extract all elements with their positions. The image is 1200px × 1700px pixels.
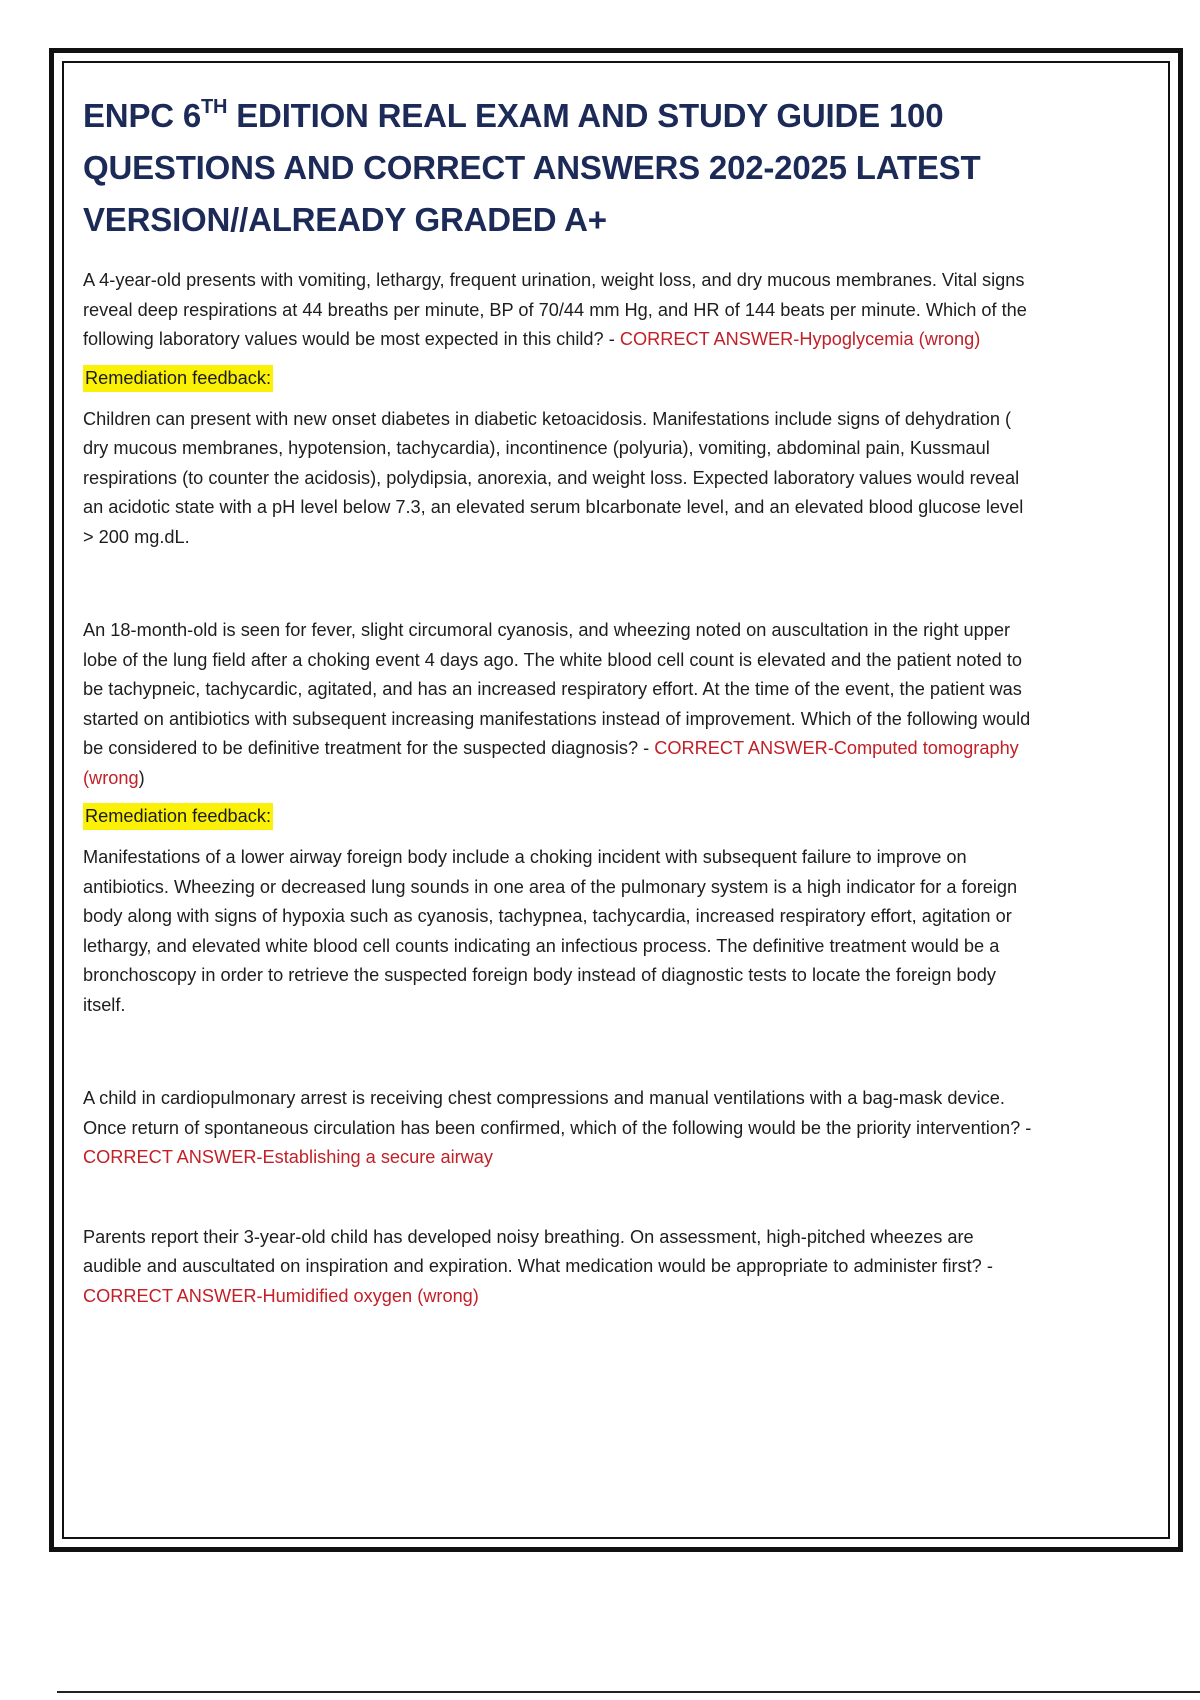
question-block-3 — [83, 1084, 1033, 1173]
correct-answer: CORRECT ANSWER-Establishing a secure airway — [83, 1147, 494, 1167]
title-part-1: ENPC 6 — [83, 97, 202, 134]
title-superscript: TH — [201, 96, 228, 118]
question-block-2 — [83, 616, 1033, 1020]
question-stem: An 18-month-old is seen for fever, slight circumoral cyanosis, and wheezing noted on auscultation in the right upper lobe of the lung field after a choking event 4 days ago. The white blood cell count is elevated and the patient noted to be tachypneic, tachycardic, agitated, and has an increased respiratory effort. At the time of the event, the patient was started on antibiotics with subsequent increasing manifestations instead of improvement. Which of the following would be considered to be definitive treatment for the suspected diagnosis? - — [83, 620, 1031, 758]
question-text — [83, 1084, 1033, 1173]
remediation-feedback-label: Remediation feedback: — [83, 365, 273, 392]
remediation-feedback-text: Manifestations of a lower airway foreign body include a choking incident with subsequent failure to improve on antibiotics. Wheezing or decreased lung sounds in one area of the pulmonary system is a high indicator for a foreign body along with signs of hypoxia such as cyanosis, tachypnea, tachycardia, increased respiratory effort, agitation or lethargy, and elevated white blood cell counts indicating an infectious process. The definitive treatment would be a bronchoscopy in order to retrieve the suspected foreign body instead of diagnostic tests to locate the foreign body itself. — [83, 847, 1018, 1015]
question-block-1 — [83, 266, 1033, 552]
correct-answer: CORRECT ANSWER-Hypoglycemia (wrong) — [619, 329, 981, 349]
question-block-4 — [83, 1223, 1033, 1312]
remediation-feedback-label: Remediation feedback: — [83, 803, 273, 830]
question-stem: Parents report their 3-year-old child has developed noisy breathing. On assessment, high-pitched wheezes are audible and auscultated on inspiration and expiration. What medication would be appropriate to administer first? - — [83, 1226, 993, 1276]
question-text — [83, 266, 1033, 355]
question-stem: A 4-year-old presents with vomiting, lethargy, frequent urination, weight loss, and dry mucous membranes. Vital signs reveal deep respirations at 44 breaths per minute, BP of 70/44 mm Hg, and HR of 144 beats per minute. Which of the following laboratory values would be most expected in this child? - — [83, 270, 1027, 349]
answer-trailing-text: ) — [138, 767, 145, 788]
document-title — [83, 90, 1033, 246]
correct-answer: CORRECT ANSWER-Computed tomography (wrong — [83, 738, 1019, 788]
question-text — [83, 616, 1033, 793]
page-divider-line — [57, 1691, 1200, 1693]
correct-answer: CORRECT ANSWER-Humidified oxygen (wrong) — [83, 1285, 479, 1306]
question-stem: A child in cardiopulmonary arrest is receiving chest compressions and manual ventilations with a bag-mask device. Once return of spontaneous circulation has been confirmed, which of the following would be the priority intervention? - — [83, 1088, 1032, 1138]
title-part-2: EDITION REAL EXAM AND STUDY GUIDE 100 QUESTIONS AND CORRECT ANSWERS 202-2025 LATEST VERSION//ALREADY GRADED A+ — [83, 97, 981, 238]
question-text — [83, 1223, 1033, 1312]
remediation-feedback-text: Children can present with new onset diabetes in diabetic ketoacidosis. Manifestations include signs of dehydration ( dry mucous membranes, hypotension, tachycardia), incontinence (polyuria), vomiting, abdominal pain, Kussmaul respirations (to counter the acidosis), polydipsia, anorexia, and weight loss. Expected laboratory values would reveal an acidotic state with a pH level below 7.3, an elevated serum bIcarbonate level, and an elevated blood glucose level > 200 mg.dL. — [83, 408, 1024, 547]
document-body — [83, 90, 1033, 1311]
